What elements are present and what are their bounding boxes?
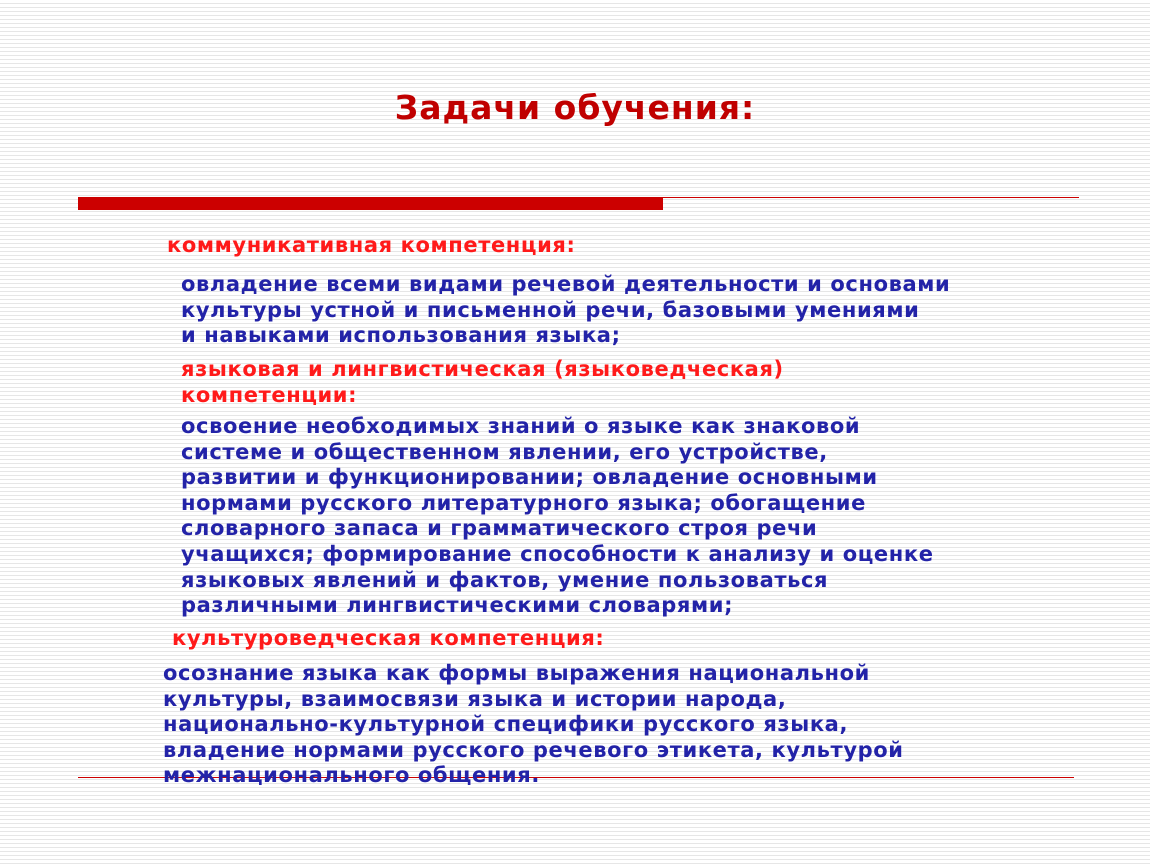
- slide-title: Задачи обучения:: [394, 88, 756, 127]
- heading-line: языковая и лингвистическая (языковедческая): [181, 357, 784, 381]
- section-text-cultural: [163, 661, 904, 789]
- section-heading-linguistic: [181, 357, 784, 408]
- section-heading-communicative: [167, 233, 576, 259]
- heading-line: коммуникативная компетенция:: [167, 233, 576, 257]
- text-line: культуры, взаимосвязи языка и истории народа,: [163, 686, 787, 711]
- text-line: нормами русского литературного языка; обогащение: [181, 490, 866, 515]
- text-line: и навыками использования языка;: [181, 323, 621, 348]
- text-line: учащихся; формирование способности к анализу и оценке: [181, 541, 934, 566]
- section-heading-cultural: [172, 626, 605, 652]
- heading-line: культуроведческая компетенция:: [172, 626, 605, 650]
- accent-line-top: [663, 197, 1079, 198]
- text-line: культуры устной и письменной речи, базовыми умениями: [181, 297, 920, 322]
- text-line: межнационального общения.: [163, 763, 540, 788]
- section-text-communicative: [181, 272, 951, 349]
- text-line: развитии и функционировании; овладение основными: [181, 465, 878, 490]
- text-line: овладение всеми видами речевой деятельности и основами: [181, 272, 951, 296]
- text-line: системе и общественном явлении, его устройстве,: [181, 439, 828, 464]
- text-line: владение нормами русского речевого этикета, культурой: [163, 737, 904, 762]
- text-line: различными лингвистическими словарями;: [181, 593, 734, 618]
- text-line: осознание языка как формы выражения национальной: [163, 661, 870, 685]
- heading-line: компетенции:: [181, 382, 358, 407]
- text-line: словарного запаса и грамматического строя речи: [181, 516, 818, 541]
- text-line: освоение необходимых знаний о языке как знаковой: [181, 414, 861, 438]
- accent-bar: [78, 197, 663, 210]
- text-line: национально-культурной специфики русского языка,: [163, 712, 849, 737]
- section-text-linguistic: [181, 414, 934, 619]
- text-line: языковых явлений и фактов, умение пользоваться: [181, 567, 829, 592]
